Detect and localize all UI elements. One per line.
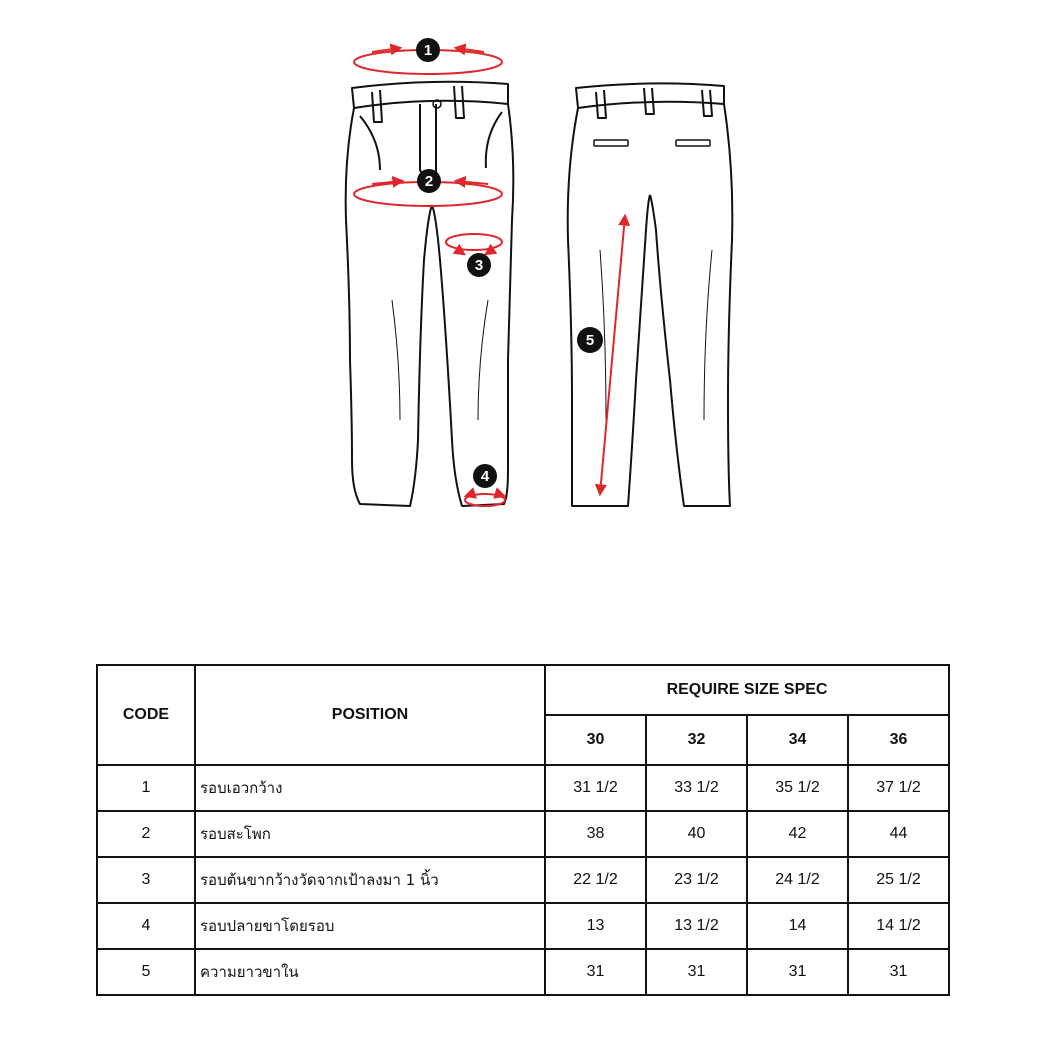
table-row xyxy=(97,811,949,857)
value-cell: 37 1/2 xyxy=(848,765,949,811)
code-header: CODE xyxy=(97,665,195,765)
size-header: 34 xyxy=(747,715,848,765)
code-cell: 4 xyxy=(97,903,195,949)
value-cell: 42 xyxy=(747,811,848,857)
value-cell: 25 1/2 xyxy=(848,857,949,903)
value-cell: 13 xyxy=(545,903,646,949)
position-header: POSITION xyxy=(195,665,545,765)
value-cell: 44 xyxy=(848,811,949,857)
pants-front-view xyxy=(346,82,514,506)
value-cell: 24 1/2 xyxy=(747,857,848,903)
value-cell: 14 1/2 xyxy=(848,903,949,949)
value-cell: 33 1/2 xyxy=(646,765,747,811)
size-header: 30 xyxy=(545,715,646,765)
table-row xyxy=(97,857,949,903)
value-cell: 31 xyxy=(646,949,747,995)
size-spec-header: REQUIRE SIZE SPEC xyxy=(545,665,949,715)
marker-5-label: 5 xyxy=(585,332,595,349)
code-cell: 1 xyxy=(97,765,195,811)
table-row xyxy=(97,903,949,949)
table-row xyxy=(97,765,949,811)
marker-4-label: 4 xyxy=(480,468,490,485)
pants-back-view xyxy=(568,83,733,506)
value-cell: 14 xyxy=(747,903,848,949)
table-row xyxy=(97,949,949,995)
code-cell: 2 xyxy=(97,811,195,857)
position-cell: รอบปลายขาโดยรอบ xyxy=(195,903,545,949)
value-cell: 23 1/2 xyxy=(646,857,747,903)
code-cell: 3 xyxy=(97,857,195,903)
marker-2-label: 2 xyxy=(424,173,434,190)
position-cell: รอบต้นขากว้างวัดจากเป้าลงมา 1 นิ้ว xyxy=(195,857,545,903)
value-cell: 13 1/2 xyxy=(646,903,747,949)
value-cell: 35 1/2 xyxy=(747,765,848,811)
size-header: 36 xyxy=(848,715,949,765)
leg-opening-measure-marker xyxy=(465,464,505,506)
value-cell: 40 xyxy=(646,811,747,857)
value-cell: 31 1/2 xyxy=(545,765,646,811)
size-header: 32 xyxy=(646,715,747,765)
position-cell: รอบเอวกว้าง xyxy=(195,765,545,811)
value-cell: 38 xyxy=(545,811,646,857)
value-cell: 31 xyxy=(545,949,646,995)
value-cell: 31 xyxy=(848,949,949,995)
size-spec-table xyxy=(96,664,950,996)
hip-measure-marker xyxy=(354,169,502,206)
position-cell: รอบสะโพก xyxy=(195,811,545,857)
marker-1-label: 1 xyxy=(423,42,433,59)
position-cell: ความยาวขาใน xyxy=(195,949,545,995)
code-cell: 5 xyxy=(97,949,195,995)
thigh-measure-marker xyxy=(446,234,502,277)
value-cell: 31 xyxy=(747,949,848,995)
marker-3-label: 3 xyxy=(474,257,484,274)
value-cell: 22 1/2 xyxy=(545,857,646,903)
table-header-row xyxy=(97,665,949,715)
waist-measure-marker xyxy=(354,38,502,74)
